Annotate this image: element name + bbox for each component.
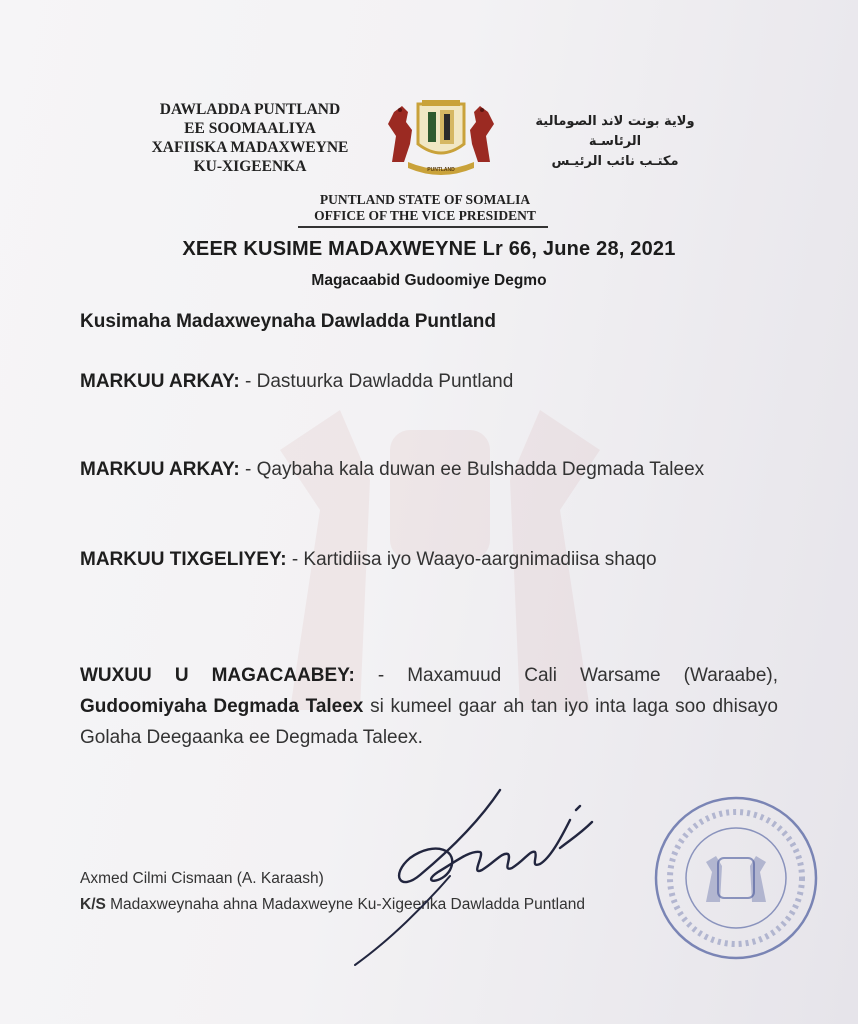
signatory-name: Axmed Cilmi Cismaan (A. Karaash)	[80, 870, 324, 887]
appointment-text: - Maxamuud Cali Warsame (Waraabe),	[354, 665, 778, 686]
decree-intro	[80, 306, 780, 337]
header-left-line: EE SOOMAALIYA	[184, 120, 316, 137]
header-right-line: ولاية بونت لاند الصومالية	[535, 114, 695, 129]
header-right-line: مكتـب نائب الرئيـس	[551, 154, 679, 169]
appointment-label: WUXUU U MAGACAABEY:	[80, 665, 355, 686]
puntland-coat-of-arms-icon	[378, 92, 504, 178]
header-left-somali	[130, 100, 370, 176]
decree-title: XEER KUSIME MADAXWEYNE Lr 66, June 28, 2021	[182, 238, 676, 260]
clause-text: - Dastuurka Dawladda Puntland	[245, 371, 514, 392]
clause-1	[80, 366, 780, 397]
clause-label: MARKUU TIXGELIYEY:	[80, 549, 287, 570]
header-english-line: PUNTLAND STATE OF SOMALIA	[319, 192, 531, 207]
header-right-line: الرئاسـة	[588, 134, 642, 149]
intro-text: Kusimaha Madaxweynaha Dawladda Puntland	[80, 311, 496, 332]
clause-label: MARKUU ARKAY:	[80, 459, 240, 480]
clause-3	[80, 544, 760, 575]
header-divider	[298, 226, 548, 228]
clause-text: - Kartidiisa iyo Waayo-aargnimadiisa shaqo	[291, 549, 657, 570]
header-english	[270, 192, 580, 224]
header-right-arabic	[520, 112, 710, 172]
header-left-line: XAFIISKA MADAXWEYNE	[151, 139, 349, 156]
appointment-position: Gudoomiyaha Degmada Taleex	[80, 696, 364, 717]
header-left-line: KU-XIGEENKA	[193, 158, 307, 175]
emblem-ribbon-text: PUNTLAND	[427, 167, 455, 173]
appointment-clause	[80, 660, 778, 753]
decree-subtitle: Magacaabid Gudoomiye Degmo	[311, 272, 547, 289]
header-english-line: OFFICE OF THE VICE PRESIDENT	[314, 208, 536, 223]
clause-label: MARKUU ARKAY:	[80, 371, 240, 392]
header-left-line: DAWLADDA PUNTLAND	[159, 101, 341, 118]
official-stamp-icon	[650, 792, 822, 964]
clause-2	[80, 454, 720, 485]
appointment-text: si kumeel gaar ah tan iyo inta laga soo dhisayo Golaha Deegaanka ee Degmada Taleex.	[80, 696, 778, 748]
clause-text: - Qaybaha kala duwan ee Bulshadda Degmada Taleex	[245, 459, 705, 480]
signatory-title-text: Madaxweynaha ahna Madaxweyne Ku-Xigeenka Dawladda Puntland	[105, 896, 585, 913]
signatory-title-prefix: K/S	[80, 896, 106, 913]
handwritten-signature-icon	[330, 780, 630, 970]
